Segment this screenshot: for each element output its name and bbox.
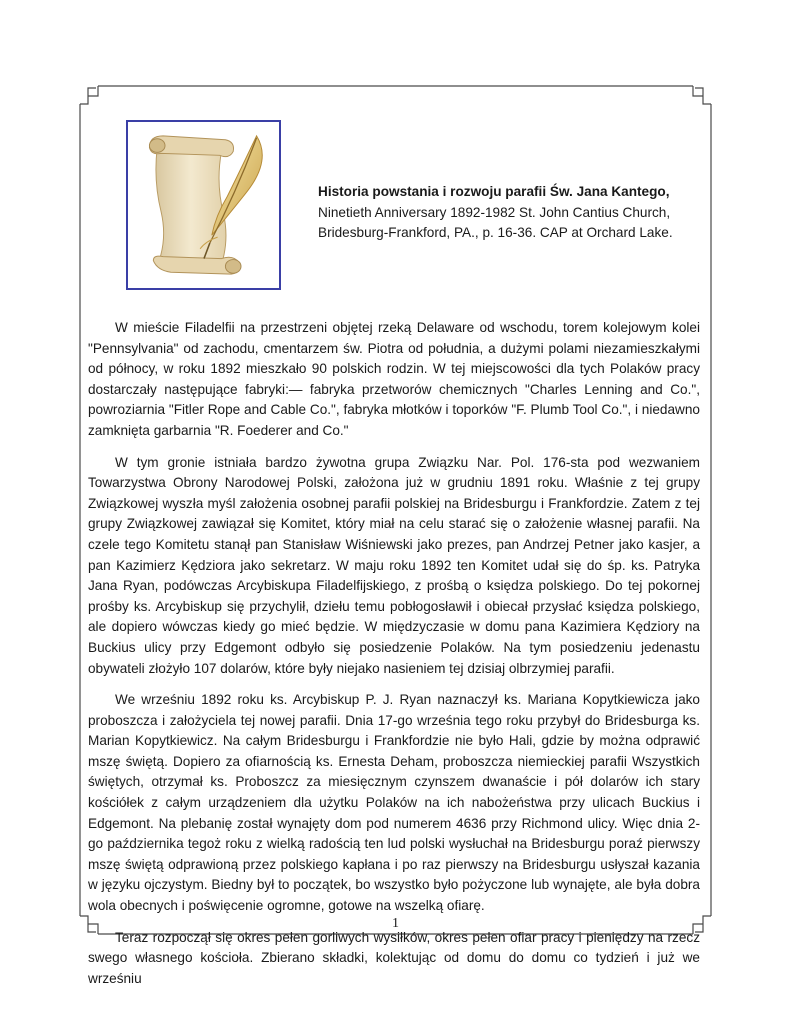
scroll-and-quill-illustration <box>126 120 281 290</box>
paragraph: Teraz rozpoczął się okres pełen gorliwych wysiłków, okres pełen ofiar pracy i pieniędzy na rzecz swego własnego kościoła. Zbierano składki, kolektując od domu do domu co tydzień i już we wrześniu <box>88 929 700 986</box>
paragraph: W mieście Filadelfii na przestrzeni objętej rzeką Delaware od wschodu, torem kolejowym kolei "Pennsylvania" od zachodu, cmentarzem św. Piotra od południa, a dużymi polami niezamieszkałymi od północy, w roku 1892 mieszkało 90 polskich rodzin. W tej miejscowości dla tych Polaków pracy dostarczały następujące fabryki:— fabryka przetworów chemicznych "Charles Lenning and Co.", powroziarnia "Fitler Rope and Cable Co.", fabryka młotków i toporków "F. Plumb Tool Co.", i niedawno zamknięta garbarnia "R. Foederer and Co." <box>88 320 700 438</box>
citation-title: Historia powstania i rozwoju parafii Św. Jana Kantego, <box>318 184 670 199</box>
article-body <box>88 318 700 1000</box>
paragraph: We wrześniu 1892 roku ks. Arcybiskup P. J. Ryan naznaczył ks. Mariana Kopytkiewicza jako proboszcza i założyciela tej nowej parafii. Dnia 17-go września tego roku przybył do Bridesburga ks. Marian Kopytkiewicz. Na całym Bridesburgu i Frankfordzie nie było Hali, gdzie by można odprawić mszę świętą. Dopiero za ofiarnością ks. Ernesta Deham, proboszcza niemieckiej parafii Wszystkich świętych, otrzymał ks. Proboszcz za miesięcznym czynszem dwanaście i pół dolarów ich stary kościółek z całym urządzeniem dla użytku Polaków na ich nabożeństwa przy ulicach Buckius i Edgemont. Na plebanię został wynajęty dom pod numerem 4636 przy Richmond ulicy. Więc dnia 2-go października tegoż roku z wielką radością ten lud polski wysłuchał na Bridesburgu poraź pierwszy mszę świętą odprawioną przez polskiego kapłana i po raz pierwszy na Bridesburgu usłyszał kazania w języku ojczystym. Biedny był to początek, bo wszystko było pożyczone lub wynajęte, ale była dobra wola obecnych i poświęcenie ogromne, gotowe na wszelką ofiarę. <box>88 692 700 914</box>
page-number: 1 <box>392 916 399 931</box>
scroll-and-quill-icon <box>128 122 279 288</box>
citation-location: Bridesburg-Frankford, PA., p. 16-36. CAP at Orchard Lake. <box>318 225 673 240</box>
source-citation <box>318 182 738 244</box>
paragraph: W tym gronie istniała bardzo żywotna grupa Związku Nar. Pol. 176-sta pod wezwaniem Towarzystwa Obrony Narodowej Polski, założona już w grudniu 1891 roku. Właśnie z tej grupy Związkowej wyszła myśl założenia osobnej parafii polskiej na Bridesburgu i Frankfordzie. Zatem z tej grupy Związkowej zawiązał się Komitet, który miał na celu starać się o założenie własnej parafii. Na czele tego Komitetu stanął pan Stanisław Wiśniewski jako prezes, pan Andrzej Petner jako kasjer, a pan Kazimierz Kędziora jako sekretarz. W maju roku 1892 ten Komitet udał się do śp. ks. Patryka Jana Ryan, podówczas Arcybiskupa Filadelfijskiego, z prośbą o księdza polskiego. Do tej pokornej prośby ks. Arcybiskup się przychylił, dziełu temu pobłogosławił i obiecał przysłać księdza polskiego, ale dopiero wówczas kiedy go mieć będzie. W międzyczasie w domu pana Kazimiera Kędziory na Buckius ulicy przy Edgemont odbyło się posiedzenie Polaków. Na tym posiedzeniu jedenastu obywateli złożyło 107 dolarów, które były niejako nasieniem tej dzisiaj olbrzymiej parafii. <box>88 454 700 676</box>
citation-publication: Ninetieth Anniversary 1892-1982 St. John Cantius Church, <box>318 204 671 220</box>
